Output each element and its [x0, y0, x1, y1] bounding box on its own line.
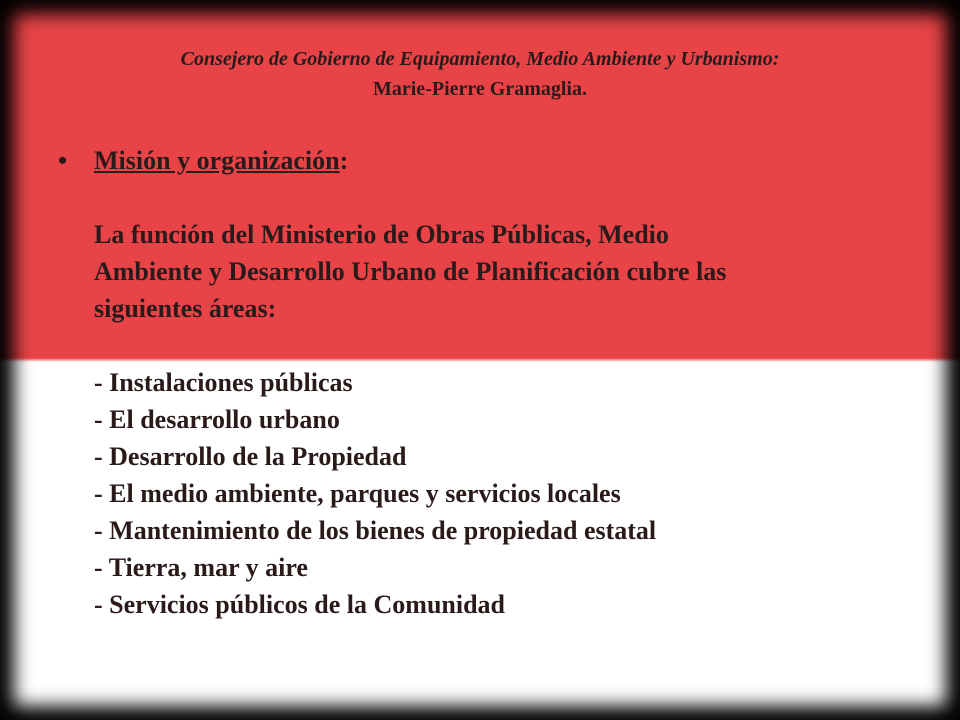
slide-header: [0, 44, 960, 104]
spacer: [94, 327, 918, 364]
bullet-item: [58, 142, 918, 623]
list-item: - Desarrollo de la Propiedad: [94, 442, 407, 471]
bullet-heading: [94, 142, 918, 179]
list-item: - El desarrollo urbano: [94, 405, 340, 434]
header-name: Marie-Pierre Gramaglia.: [373, 78, 587, 100]
intro-paragraph: [94, 216, 918, 327]
heading-text: Misión y organización: [94, 146, 340, 175]
heading-colon: :: [339, 146, 349, 175]
list-item: - Tierra, mar y aire: [94, 553, 308, 582]
list-item: - El medio ambiente, parques y servicios locales: [94, 479, 621, 508]
bullet-icon: •: [58, 146, 68, 175]
list-item: - Mantenimiento de los bienes de propiedad estatal: [94, 516, 657, 545]
list-item: - Instalaciones públicas: [94, 368, 353, 397]
header-title: Consejero de Gobierno de Equipamiento, Medio Ambiente y Urbanismo:: [180, 48, 780, 70]
intro-line: La función del Ministerio de Obras Públicas, Medio: [94, 220, 669, 249]
intro-line: Ambiente y Desarrollo Urbano de Planificación cubre las: [94, 257, 727, 286]
areas-list: [94, 364, 918, 623]
slide-body: [58, 142, 918, 623]
list-item: - Servicios públicos de la Comunidad: [94, 590, 506, 619]
spacer: [94, 179, 918, 216]
intro-line: siguientes áreas:: [94, 294, 277, 323]
